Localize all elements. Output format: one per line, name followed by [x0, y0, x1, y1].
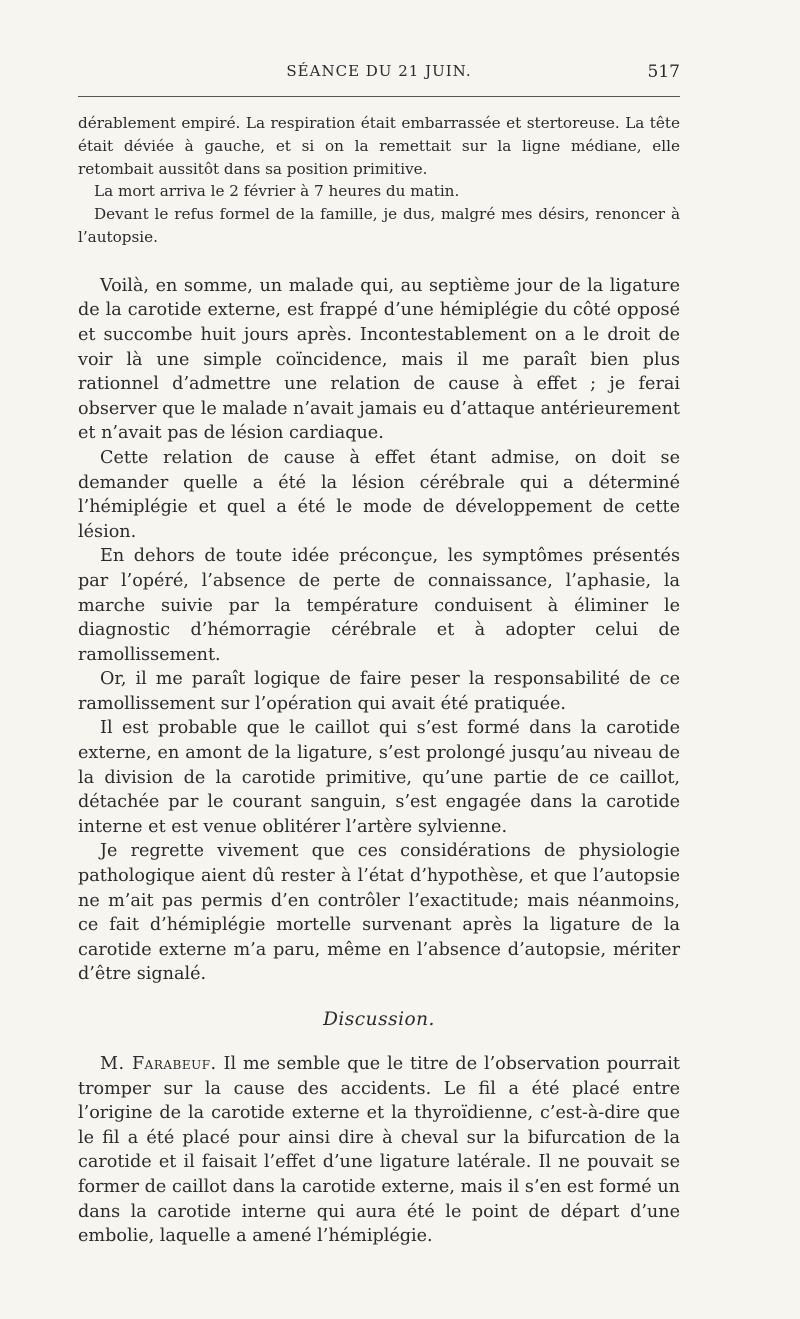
header-rule: [78, 96, 680, 97]
discussion-body: [78, 1052, 680, 1249]
body-paragraph: En dehors de toute idée préconçue, les symptômes présentés par l’opéré, l’absence de perte de connaissance, l’aphasie, la marche suivie par la température conduisent à éliminer le diagnostic d’hémorragie cérébrale et à adopter celui de ramollissement.: [78, 546, 680, 665]
body-paragraph: Il est probable que le caillot qui s’est formé dans la carotide externe, en amont de la ligature, s’est prolongé jusqu’au niveau de la division de la carotide primitive, qu’une partie de ce caillot, détachée par le courant sanguin, s’est engagée dans la carotide interne et est venue oblitérer l’artère sylvienne.: [78, 718, 680, 837]
body-paragraph: Or, il me paraît logique de faire peser la responsabilité de ce ramollissement sur l’opération qui avait été pratiquée.: [78, 669, 680, 714]
body-paragraph: Je regrette vivement que ces considérations de physiologie pathologique aient dû rester à l’état d’hypothèse, et que l’autopsie ne m’ait pas permis d’en contrôler l’exactitude; mais néanmoins, ce fait d’hémiplégie mortelle survenant après la ligature de la carotide externe m’a paru, même en l’absence d’autopsie, mériter d’être signalé.: [78, 841, 680, 985]
discussion-heading: Discussion.: [323, 1009, 435, 1030]
body-paragraph: Cette relation de cause à effet étant admise, on doit se demander quelle a été la lésion cérébrale qui a déterminé l’hémiplégie et quel a été le mode de développement de cette lésion.: [78, 447, 680, 542]
body-text: [78, 274, 680, 987]
page: [78, 62, 680, 1249]
case-notes: [78, 112, 680, 249]
body-paragraph: Voilà, en somme, un malade qui, au septième jour de la ligature de la carotide externe, est frappé d’une hémiplégie du côté opposé et succombe huit jours après. Incontestablement on a le droit de voir là une simple coïncidence, mais il me paraît bien plus rationnel d’admettre une relation de cause à effet ; je ferai observer que le malade n’avait jamais eu d’attaque antérieurement et n’avait pas de lésion cardiaque.: [78, 275, 680, 444]
page-header: [78, 62, 680, 96]
running-head: SÉANCE DU 21 JUIN.: [286, 62, 472, 80]
discussion-paragraph: [78, 1052, 680, 1249]
case-note-paragraph: La mort arriva le 2 février à 7 heures du matin.: [94, 182, 460, 201]
discussion-text: Il me semble que le titre de l’observation pourrait tromper sur la cause des accidents. Le fil a été placé entre l’origine de la carotide externe et la thyroïdienne, c’est-à-dire que le fil a été placé pour ainsi dire à cheval sur la bifurcation de la carotide et il faisait l’effet d’une ligature latérale. Il ne pouvait se former de caillot dans la carotide externe, mais il s’en est formé un dans la carotide interne qui aura été le point de départ d’une embolie, laquelle a amené l’hémiplégie.: [78, 1054, 680, 1247]
case-note-paragraph: Devant le refus formel de la famille, je dus, malgré mes désirs, renoncer à l’autopsie.: [78, 205, 680, 246]
case-note-paragraph: dérablement empiré. La respiration était embarrassée et stertoreuse. La tête était déviée à gauche, et si on la remettait sur la ligne médiane, elle retombait aussitôt dans sa position primitive.: [78, 114, 680, 178]
speaker-name: M. Farabeuf.: [100, 1054, 217, 1074]
page-number: 517: [647, 62, 680, 82]
